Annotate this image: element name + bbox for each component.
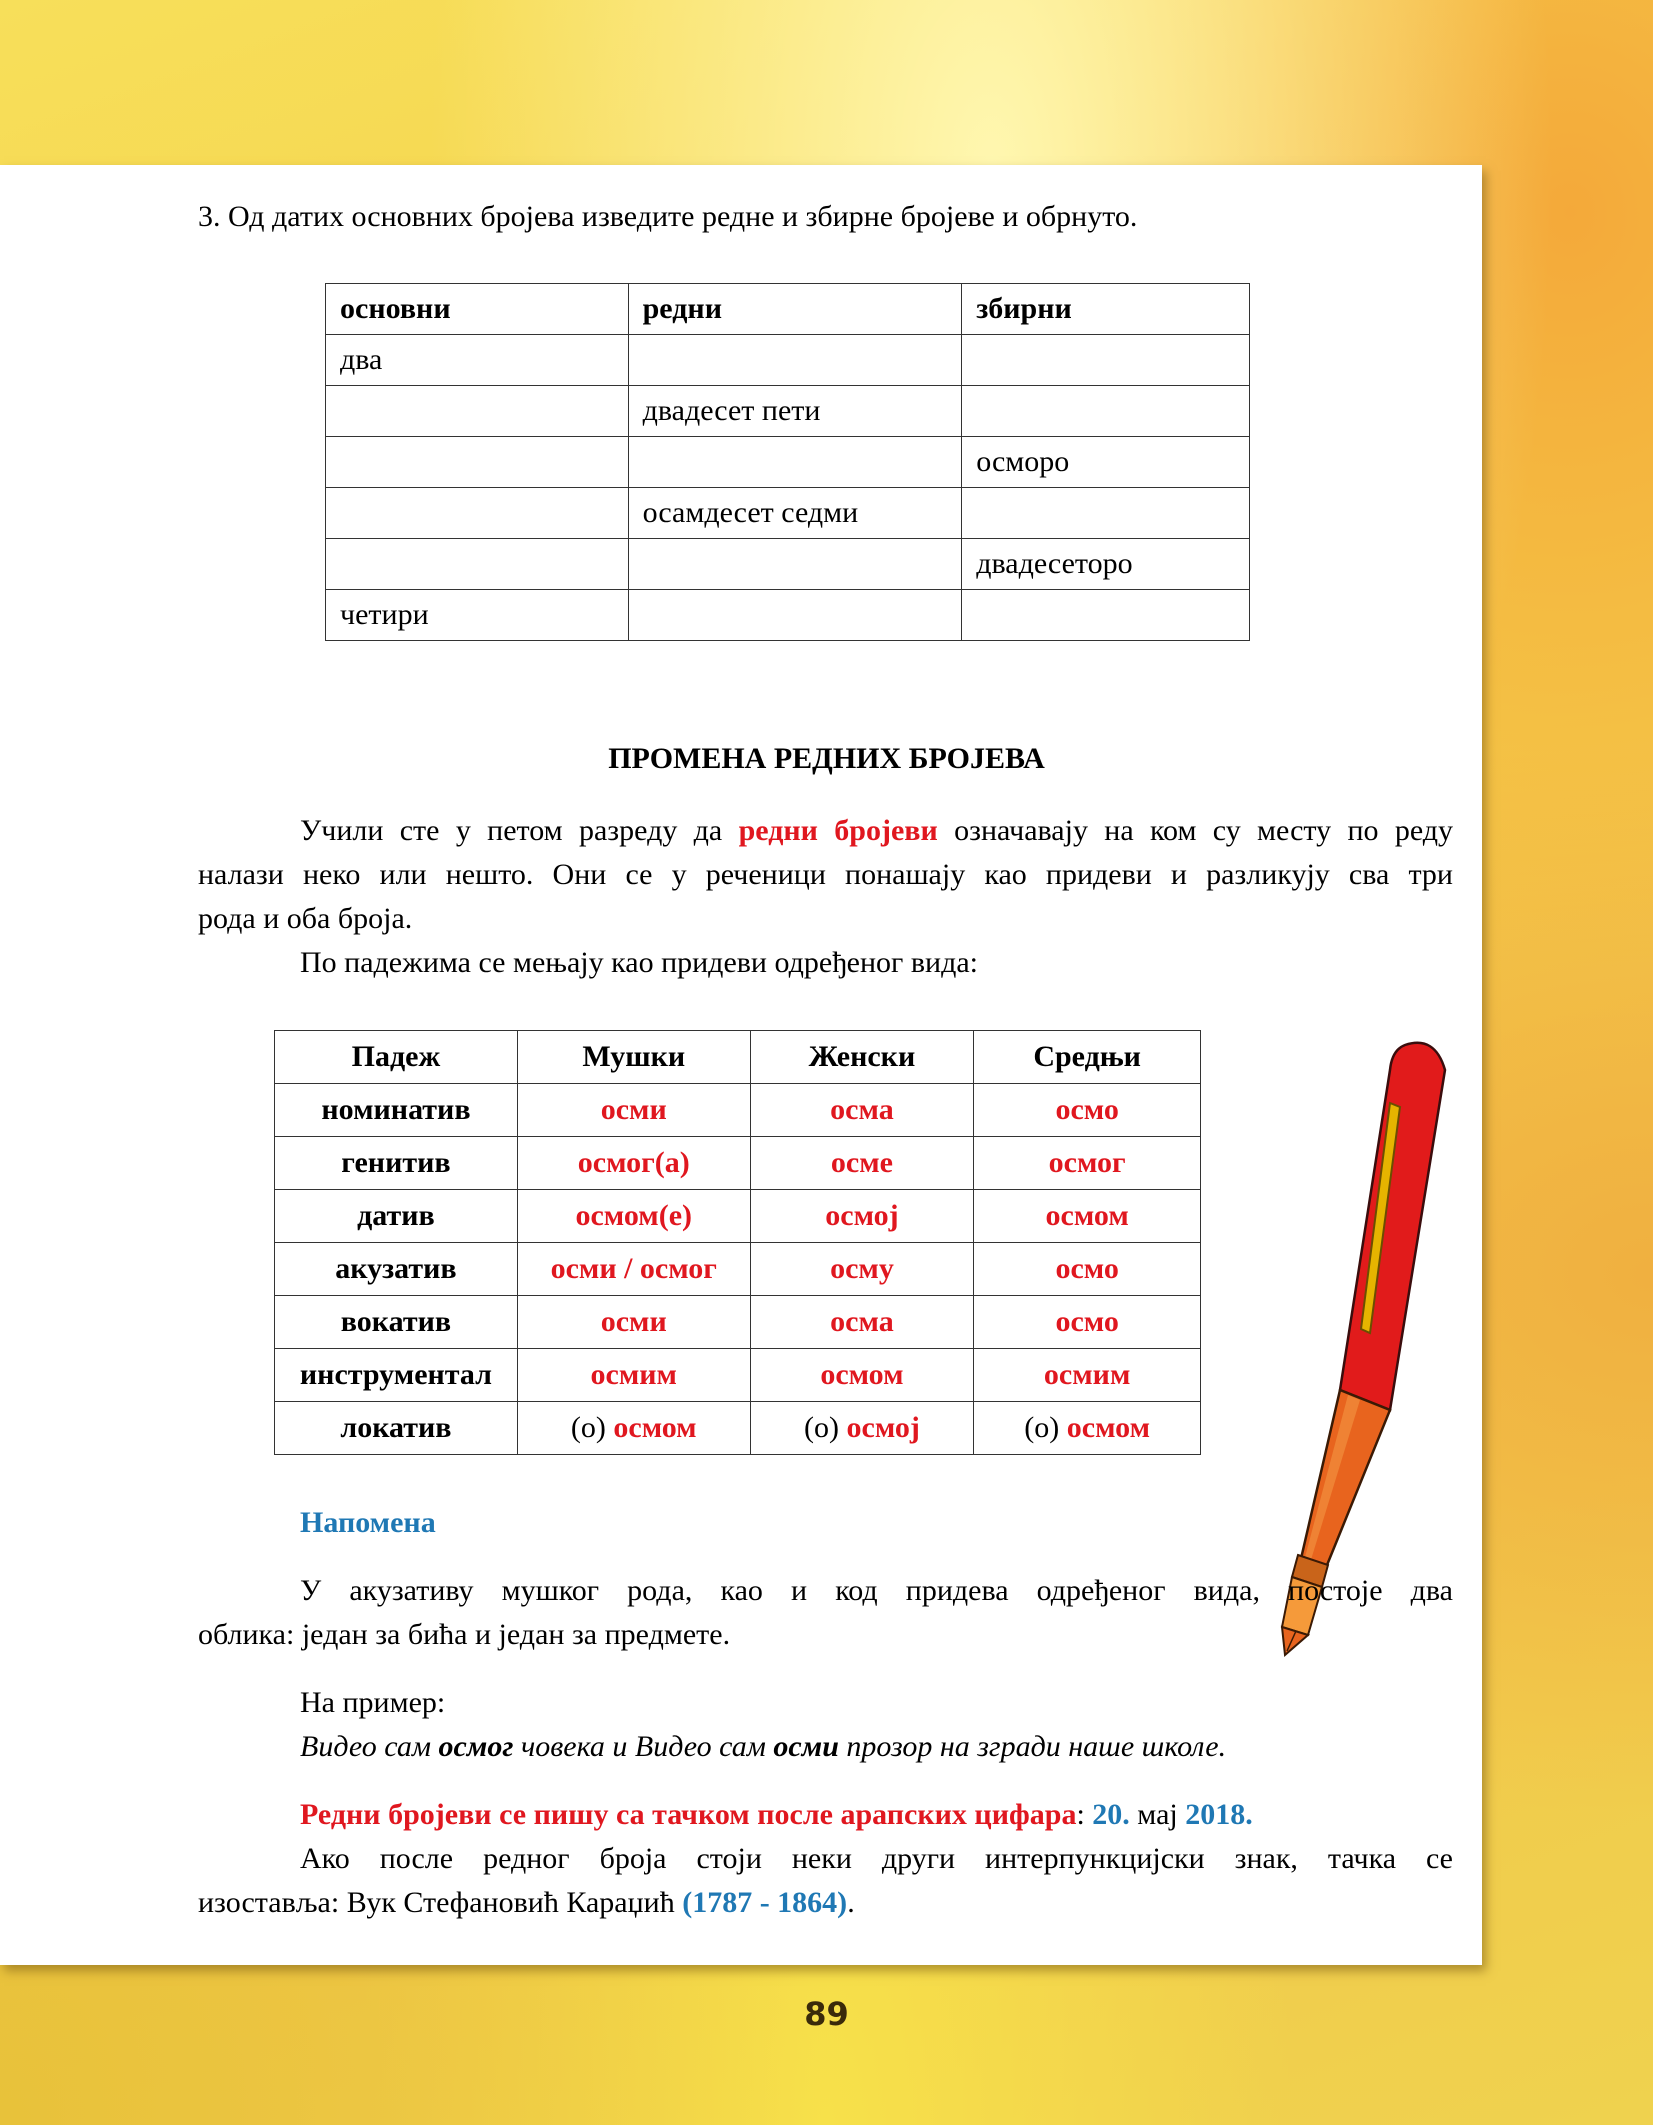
highlight-term: редни бројеви bbox=[738, 814, 938, 847]
form-cell: осмој bbox=[750, 1190, 974, 1243]
table-header-row bbox=[326, 284, 1250, 335]
section-title bbox=[0, 742, 1653, 776]
table-header-row bbox=[275, 1031, 1201, 1084]
form-cell: осмо bbox=[974, 1296, 1201, 1349]
rule-number: 2018. bbox=[1185, 1798, 1253, 1831]
form-cell: осми / осмог bbox=[517, 1243, 750, 1296]
form-text: осмом bbox=[1066, 1411, 1150, 1444]
column-header: основни bbox=[326, 284, 629, 335]
exercise-text: 3. Од датих основних бројева изведите редне и збирне бројеве и обрнуто. bbox=[198, 200, 1138, 233]
preposition: (о) bbox=[804, 1411, 847, 1444]
form-cell: осмог bbox=[974, 1137, 1201, 1190]
table-row bbox=[326, 386, 1250, 437]
example-bold: осмог bbox=[438, 1730, 514, 1763]
rule-text: : bbox=[1076, 1798, 1093, 1831]
intro-text: Учили сте у петом разреду да bbox=[300, 814, 739, 847]
table-row bbox=[275, 1402, 1201, 1455]
case-name: номинатив bbox=[275, 1084, 518, 1137]
table-cell bbox=[326, 488, 629, 539]
table-cell bbox=[326, 539, 629, 590]
table-row bbox=[326, 539, 1250, 590]
intro-line-4: По падежима се мењају као придеви одређеног вида: bbox=[300, 946, 978, 979]
column-header: збирни bbox=[962, 284, 1250, 335]
form-cell: осмом(е) bbox=[517, 1190, 750, 1243]
form-cell: осмог(а) bbox=[517, 1137, 750, 1190]
rule-line-2: Ако после редног броја стоји неки други интерпункцијски знак, тачка се bbox=[300, 1842, 1453, 1875]
rule-paragraph bbox=[198, 1793, 1453, 1925]
case-name: датив bbox=[275, 1190, 518, 1243]
note-paragraph bbox=[198, 1569, 1453, 1657]
example-sentence bbox=[300, 1725, 1450, 1769]
table-row bbox=[326, 488, 1250, 539]
form-cell bbox=[974, 1402, 1201, 1455]
intro-paragraph bbox=[198, 809, 1453, 985]
example-bold: осми bbox=[773, 1730, 839, 1763]
example-label: На пример: bbox=[300, 1686, 446, 1719]
form-cell: осме bbox=[750, 1137, 974, 1190]
note-heading: Напомена bbox=[300, 1506, 436, 1539]
intro-text: означавају на ком су месту по реду bbox=[937, 814, 1454, 847]
numbers-table bbox=[325, 283, 1250, 641]
table-row bbox=[275, 1296, 1201, 1349]
table-row bbox=[275, 1349, 1201, 1402]
column-header: Средњи bbox=[974, 1031, 1201, 1084]
form-cell: осмом bbox=[750, 1349, 974, 1402]
table-row bbox=[326, 590, 1250, 641]
table-cell bbox=[326, 386, 629, 437]
page-number: 89 bbox=[804, 1995, 849, 2033]
example-block bbox=[300, 1681, 1450, 1769]
table-cell bbox=[628, 590, 962, 641]
rule-years: (1787 - 1864) bbox=[682, 1886, 848, 1919]
table-cell: два bbox=[326, 335, 629, 386]
fountain-pen-illustration bbox=[1240, 1015, 1470, 1665]
table-row bbox=[275, 1243, 1201, 1296]
case-name: инструментал bbox=[275, 1349, 518, 1402]
form-cell bbox=[750, 1402, 974, 1455]
form-cell: осмим bbox=[974, 1349, 1201, 1402]
table-row bbox=[326, 335, 1250, 386]
fountain-pen-icon bbox=[1282, 1043, 1445, 1655]
example-text: човека и Видео сам bbox=[513, 1730, 774, 1763]
table-cell bbox=[962, 386, 1250, 437]
form-text: осмој bbox=[846, 1411, 920, 1444]
form-cell: осмом bbox=[974, 1190, 1201, 1243]
note-line-2: облика: један за бића и један за предмете. bbox=[198, 1618, 731, 1651]
form-cell: осми bbox=[517, 1084, 750, 1137]
rule-text: мај bbox=[1129, 1798, 1186, 1831]
table-row bbox=[326, 437, 1250, 488]
example-text: прозор на згради наше школе. bbox=[838, 1730, 1227, 1763]
form-cell: осму bbox=[750, 1243, 974, 1296]
rule-text: . bbox=[847, 1886, 855, 1919]
column-header: редни bbox=[628, 284, 962, 335]
table-row bbox=[275, 1137, 1201, 1190]
form-cell bbox=[517, 1402, 750, 1455]
table-cell: двадесеторо bbox=[962, 539, 1250, 590]
table-cell: двадесет пети bbox=[628, 386, 962, 437]
table-cell bbox=[962, 488, 1250, 539]
table-cell: осморо bbox=[962, 437, 1250, 488]
form-cell: осма bbox=[750, 1084, 974, 1137]
form-cell: осми bbox=[517, 1296, 750, 1349]
note-line-1: У акузативу мушког рода, као и код придева одређеног вида, постоје два bbox=[300, 1574, 1453, 1607]
case-name: вокатив bbox=[275, 1296, 518, 1349]
section-title-text: ПРОМЕНА РЕДНИХ БРОЈЕВА bbox=[608, 742, 1045, 775]
table-cell bbox=[962, 590, 1250, 641]
preposition: (о) bbox=[1024, 1411, 1067, 1444]
form-cell: осмо bbox=[974, 1243, 1201, 1296]
form-text: осмом bbox=[613, 1411, 697, 1444]
column-header: Мушки bbox=[517, 1031, 750, 1084]
form-cell: осма bbox=[750, 1296, 974, 1349]
table-cell bbox=[962, 335, 1250, 386]
intro-line-3: рода и оба броја. bbox=[198, 902, 413, 935]
table-row bbox=[275, 1084, 1201, 1137]
intro-line-1 bbox=[198, 809, 1453, 853]
table-cell bbox=[326, 437, 629, 488]
rule-number: 20. bbox=[1092, 1798, 1130, 1831]
page-sheet bbox=[0, 165, 1482, 1965]
rule-text: изоставља: Вук Стефановић Караџић bbox=[198, 1886, 683, 1919]
intro-line-2: налази неко или нешто. Они се у реченици понашају као придеви и разликују сва три bbox=[198, 858, 1453, 891]
table-row bbox=[275, 1190, 1201, 1243]
form-cell: осмим bbox=[517, 1349, 750, 1402]
form-cell: осмо bbox=[974, 1084, 1201, 1137]
case-name: локатив bbox=[275, 1402, 518, 1455]
rule-line-3 bbox=[198, 1881, 1453, 1925]
column-header: Женски bbox=[750, 1031, 974, 1084]
preposition: (о) bbox=[570, 1411, 614, 1444]
declension-table bbox=[274, 1030, 1201, 1455]
rule-line-1 bbox=[198, 1793, 1453, 1837]
table-cell bbox=[628, 335, 962, 386]
column-header: Падеж bbox=[275, 1031, 518, 1084]
table-cell bbox=[628, 437, 962, 488]
table-cell: осамдесет седми bbox=[628, 488, 962, 539]
case-name: генитив bbox=[275, 1137, 518, 1190]
example-text: Видео сам bbox=[300, 1730, 439, 1763]
table-cell bbox=[628, 539, 962, 590]
case-name: акузатив bbox=[275, 1243, 518, 1296]
rule-highlight: Редни бројеви се пишу са тачком после арапских цифара bbox=[300, 1798, 1077, 1831]
table-cell: четири bbox=[326, 590, 629, 641]
